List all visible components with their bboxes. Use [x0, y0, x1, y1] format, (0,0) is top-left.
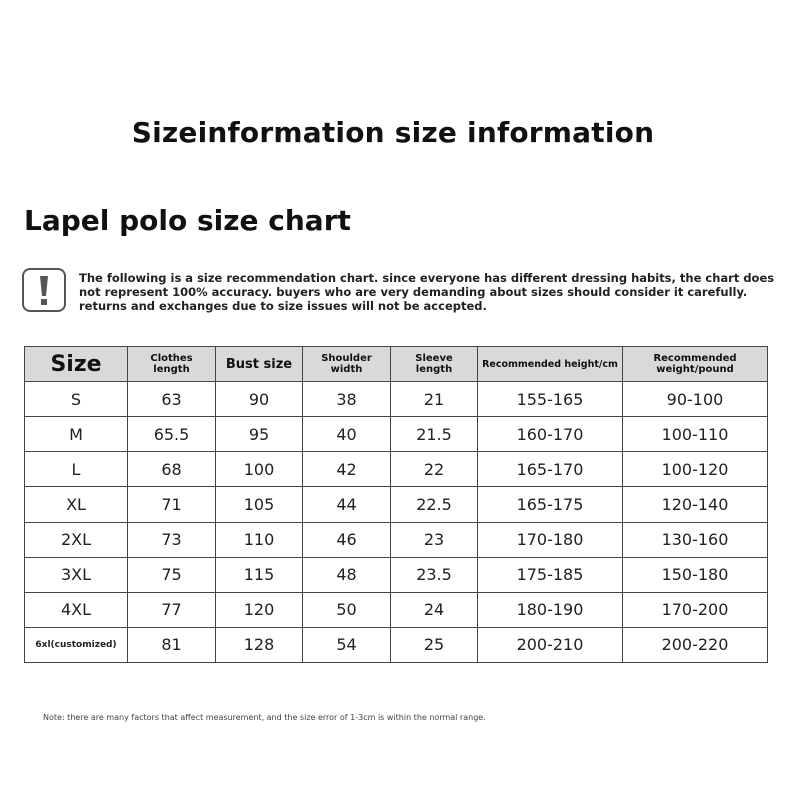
cell-bust: 115 — [216, 557, 303, 592]
cell-size: S — [25, 382, 128, 417]
chart-title: Lapel polo size chart — [24, 204, 351, 237]
header-shoulder-width-line1: Shoulder — [321, 353, 372, 364]
cell-height: 175-185 — [478, 557, 623, 592]
header-clothes-length — [128, 347, 216, 382]
cell-shoulder: 44 — [303, 487, 391, 522]
cell-height: 160-170 — [478, 417, 623, 452]
header-sleeve-length-line1: Sleeve — [415, 353, 453, 364]
cell-sleeve: 24 — [391, 592, 478, 627]
cell-weight: 100-120 — [623, 452, 768, 487]
cell-height: 155-165 — [478, 382, 623, 417]
cell-clothes-length: 65.5 — [128, 417, 216, 452]
main-title: Sizeinformation size information — [131, 116, 655, 149]
cell-shoulder: 54 — [303, 627, 391, 662]
table-row — [25, 592, 768, 627]
header-recommended-weight-line2: weight/pound — [656, 364, 734, 375]
cell-bust: 90 — [216, 382, 303, 417]
table-row — [25, 557, 768, 592]
cell-bust: 100 — [216, 452, 303, 487]
cell-clothes-length: 77 — [128, 592, 216, 627]
cell-clothes-length: 68 — [128, 452, 216, 487]
cell-sleeve: 22 — [391, 452, 478, 487]
cell-sleeve: 21.5 — [391, 417, 478, 452]
table-row — [25, 487, 768, 522]
cell-size: XL — [25, 487, 128, 522]
cell-height: 165-170 — [478, 452, 623, 487]
cell-size: M — [25, 417, 128, 452]
cell-height: 200-210 — [478, 627, 623, 662]
cell-height: 170-180 — [478, 522, 623, 557]
cell-shoulder: 40 — [303, 417, 391, 452]
cell-size: 4XL — [25, 592, 128, 627]
header-clothes-length-line2: length — [153, 364, 190, 375]
cell-sleeve: 25 — [391, 627, 478, 662]
cell-weight: 100-110 — [623, 417, 768, 452]
cell-clothes-length: 75 — [128, 557, 216, 592]
cell-shoulder: 38 — [303, 382, 391, 417]
header-recommended-weight-line1: Recommended — [653, 353, 737, 364]
cell-clothes-length: 73 — [128, 522, 216, 557]
table-row — [25, 382, 768, 417]
cell-bust: 120 — [216, 592, 303, 627]
cell-clothes-length: 81 — [128, 627, 216, 662]
header-sleeve-length — [391, 347, 478, 382]
table-row — [25, 627, 768, 662]
header-sleeve-length-line2: length — [415, 364, 453, 375]
header-clothes-length-line1: Clothes — [150, 353, 193, 364]
notice-line-1: The following is a size recommendation chart. since everyone has different dressing habits, the chart does — [79, 271, 775, 285]
cell-clothes-length: 71 — [128, 487, 216, 522]
cell-weight: 170-200 — [623, 592, 768, 627]
exclamation-icon — [22, 268, 66, 312]
cell-weight: 120-140 — [623, 487, 768, 522]
cell-size: L — [25, 452, 128, 487]
cell-shoulder: 50 — [303, 592, 391, 627]
cell-weight: 90-100 — [623, 382, 768, 417]
table-header-row — [25, 347, 768, 382]
cell-bust: 95 — [216, 417, 303, 452]
header-recommended-weight — [623, 347, 768, 382]
table-row — [25, 452, 768, 487]
cell-shoulder: 42 — [303, 452, 391, 487]
cell-weight: 150-180 — [623, 557, 768, 592]
table-row — [25, 522, 768, 557]
header-bust-size: Bust size — [216, 347, 303, 382]
cell-clothes-length: 63 — [128, 382, 216, 417]
cell-height: 180-190 — [478, 592, 623, 627]
cell-bust: 110 — [216, 522, 303, 557]
size-notice — [79, 271, 779, 313]
footnote: Note: there are many factors that affect measurement, and the size error of 1-3cm is within the normal range. — [43, 713, 486, 722]
notice-line-2: not represent 100% accuracy. buyers who are very demanding about sizes should consider it carefully. — [79, 285, 748, 299]
header-shoulder-width-line2: width — [330, 364, 363, 375]
cell-size: 6xl(customized) — [25, 627, 128, 662]
cell-size: 2XL — [25, 522, 128, 557]
header-shoulder-width — [303, 347, 391, 382]
cell-sleeve: 23.5 — [391, 557, 478, 592]
cell-shoulder: 46 — [303, 522, 391, 557]
header-size: Size — [25, 347, 128, 382]
cell-weight: 200-220 — [623, 627, 768, 662]
cell-bust: 128 — [216, 627, 303, 662]
cell-shoulder: 48 — [303, 557, 391, 592]
cell-weight: 130-160 — [623, 522, 768, 557]
cell-sleeve: 23 — [391, 522, 478, 557]
size-table — [24, 346, 768, 663]
cell-sleeve: 22.5 — [391, 487, 478, 522]
table-row — [25, 417, 768, 452]
cell-sleeve: 21 — [391, 382, 478, 417]
header-recommended-height: Recommended height/cm — [478, 347, 623, 382]
notice-line-3: returns and exchanges due to size issues will not be accepted. — [79, 299, 487, 313]
cell-height: 165-175 — [478, 487, 623, 522]
cell-bust: 105 — [216, 487, 303, 522]
cell-size: 3XL — [25, 557, 128, 592]
